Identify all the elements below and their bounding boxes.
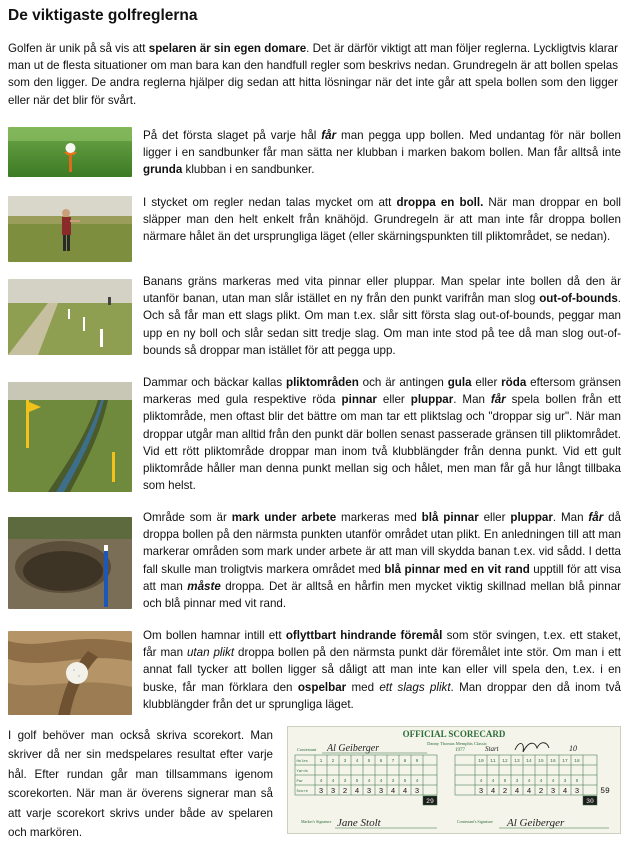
section-obstruction: Om bollen hamnar intill ett oflyttbart hindrande föremål som stör svingen, t.ex. ett staket, får man utan plikt droppa bollen på den närmsta punkt där föremålet inte stör. Om man i ett annat fall tycker att bollen ligger så dåligt att man inte kan eller vill spela den, t.ex. i en buske, får man förklara den ospelbar med ett slags plikt. Man droppar den då inom två klubblängder från det ur sprungliga läget. bbox=[8, 627, 622, 715]
half-total: 29 bbox=[426, 798, 434, 805]
row-label: Yards bbox=[296, 770, 308, 774]
par-value: 4 bbox=[319, 779, 323, 784]
par-value: 5 bbox=[403, 779, 407, 784]
hole-score: 4 bbox=[490, 788, 496, 796]
half-total: 30 bbox=[586, 798, 594, 805]
section-penalty-areas: Dammar och bäckar kallas pliktområden och är antingen gula eller röda eftersom gränsen markeras med gula respektive röda pinnar eller pluppar. Man får spela bollen från ett pliktområde, men oftast blir det bättre om man tar ett pliktslag och "droppar sig ur". När man droppar utgår man alltid från den punkt där bollen senast passerade gränsen till pliktområdet. Vid ett rött pliktområde droppar man inom två klubblängder från denna punkt. Vid ett gult pliktområde håller man denna punkt mellan sig och hålet, men man får gå hur långt tillbaka som helst. bbox=[8, 374, 622, 498]
par-value: 4 bbox=[527, 779, 531, 784]
round-label: 10 bbox=[569, 744, 577, 753]
section-ground-under-repair: Område som är mark under arbete markeras med blå pinnar eller pluppar. Man får då droppa bollen på den närmsta punkten utanför området utan plikt. En anledningen till att man markerar områden som mark under arbete är att man vill skydda banan t.ex. vid sådd. I detta fall skulle man troligtvis markera området med blå pinnar med en vit rand upptill för att visa att man måste droppa. Det är alltså en hårfin men mycket viktig skillnad mellan blå pinnar och blå pinnar med vit rand. bbox=[8, 509, 622, 613]
start-label: Start bbox=[485, 745, 499, 753]
hole-number: 7 bbox=[391, 759, 395, 764]
contestant-name: Al Geiberger bbox=[327, 743, 380, 754]
intro-paragraph: Golfen är unik på så vis att spelaren är sin egen domare. Det är därför viktigt att man följer reglerna. Lyckligtvis klarar man ut de flesta situationer om man bara kan den handfull regler som beskrivs nedan. Grundregeln är att bollen spelas som den ligger. De andra reglerna hjälper dig sedan att hitta lösningar när det inte går att spela bollen som den ligger eller när det blir för svårt. bbox=[8, 42, 618, 107]
hole-number: 14 bbox=[526, 759, 532, 764]
par-value: 4 bbox=[491, 779, 495, 784]
hole-score: 4 bbox=[562, 788, 568, 796]
hole-number: 8 bbox=[403, 759, 407, 764]
hole-score: 4 bbox=[354, 788, 360, 796]
scorecard-image bbox=[287, 726, 621, 834]
par-value: 4 bbox=[479, 779, 483, 784]
tee-photo bbox=[8, 127, 132, 177]
marker-signature-label: Marker's Signature bbox=[301, 819, 332, 824]
out-of-bounds-photo bbox=[8, 279, 132, 355]
contestant-label: Contestant bbox=[297, 747, 317, 752]
par-value: 3 bbox=[343, 779, 347, 784]
hole-number: 10 bbox=[478, 759, 484, 764]
row-label: Holes bbox=[296, 760, 308, 764]
hole-number: 15 bbox=[538, 759, 544, 764]
hole-score: 3 bbox=[478, 788, 484, 796]
hole-score: 4 bbox=[402, 788, 408, 796]
hole-number: 2 bbox=[331, 759, 335, 764]
hole-score: 3 bbox=[550, 788, 556, 796]
hole-number: 11 bbox=[490, 759, 496, 764]
par-value: 4 bbox=[539, 779, 543, 784]
hole-number: 4 bbox=[355, 759, 359, 764]
hole-number: 17 bbox=[562, 759, 568, 764]
hole-number: 12 bbox=[502, 759, 508, 764]
par-value: 5 bbox=[355, 779, 359, 784]
hole-score: 3 bbox=[366, 788, 372, 796]
drop-photo bbox=[8, 196, 132, 262]
hole-score: 3 bbox=[318, 788, 324, 796]
hole-number: 1 bbox=[319, 759, 323, 764]
scorecard-year: 1977 bbox=[455, 748, 465, 753]
par-value: 5 bbox=[575, 779, 579, 784]
par-value: 4 bbox=[331, 779, 335, 784]
scorecard-paragraph: I golf behöver man också skriva scorekort. Man skriver då ner sin medspelares resultat efter varje hål. Efter rundan går man tillsammans igenom scorekorten. När man är överens signerar man så att varje scorekort skrivs under både av spelaren och markören. bbox=[8, 729, 273, 840]
par-value: 4 bbox=[415, 779, 419, 784]
par-value: 4 bbox=[379, 779, 383, 784]
hole-number: 3 bbox=[343, 759, 347, 764]
hole-number: 13 bbox=[514, 759, 520, 764]
hole-number: 6 bbox=[379, 759, 383, 764]
par-value: 3 bbox=[515, 779, 519, 784]
hole-score: 4 bbox=[390, 788, 396, 796]
marker-signature: Jane Stolt bbox=[337, 817, 381, 829]
scorecard-subtitle: Danny Thomas Memphis Classic bbox=[427, 741, 487, 746]
hole-score: 3 bbox=[330, 788, 336, 796]
hole-score: 4 bbox=[526, 788, 532, 796]
hole-score: 3 bbox=[414, 788, 420, 796]
contestant-signature-label: Contestant's Signature bbox=[457, 819, 493, 824]
row-label: Score bbox=[296, 790, 308, 794]
hole-score: 2 bbox=[538, 788, 544, 796]
par-value: 5 bbox=[503, 779, 507, 784]
hole-score: 3 bbox=[574, 788, 580, 796]
penalty-area-photo bbox=[8, 382, 132, 492]
contestant-signature: Al Geiberger bbox=[507, 817, 565, 829]
hole-number: 16 bbox=[550, 759, 556, 764]
hole-score: 3 bbox=[378, 788, 384, 796]
hole-score: 4 bbox=[514, 788, 520, 796]
hole-score: 2 bbox=[502, 788, 508, 796]
row-label: Par bbox=[296, 780, 304, 784]
unplayable-ball-photo bbox=[8, 631, 132, 715]
par-value: 4 bbox=[367, 779, 371, 784]
scorecard-title: OFFICIAL SCORECARD bbox=[402, 729, 506, 739]
par-value: 3 bbox=[563, 779, 567, 784]
page-title: De viktigaste golfreglerna bbox=[8, 7, 198, 24]
par-value: 4 bbox=[551, 779, 555, 784]
hole-score: 2 bbox=[342, 788, 348, 796]
hole-number: 5 bbox=[367, 759, 371, 764]
ground-under-repair-photo bbox=[8, 517, 132, 609]
section-tee: På det första slaget på varje hål får man pegga upp bollen. Med undantag för när bollen ligger i en sandbunker får man sätta ner klubban i marken bakom bollen. Man får alltså inte grunda klubban i en sandbunker. bbox=[8, 127, 622, 179]
grand-total: 59 bbox=[600, 787, 610, 796]
par-value: 3 bbox=[391, 779, 395, 784]
section-drop: I stycket om regler nedan talas mycket om att droppa en boll. När man droppar en boll släpper man den helt enkelt från knähöjd. Grundregeln är att man inte får droppa bollen närmare hålet än det ursprungliga läget (eller skärningspunkten till pliktområdet, se nedan). bbox=[8, 194, 622, 266]
section-out-of-bounds: Banans gräns markeras med vita pinnar eller pluppar. Man spelar inte bollen då den är utanför banan, utan man slår istället en ny från den punkt varifrån man slog out-of-bounds. Och så får man ett slags plikt. Om man t.ex. slår sitt första slag out-of-bounds, peggar man upp en ny boll och slår sedan sitt tredje slag. Om man inte stod på tee då man slog out-of-bounds så droppar man istället för att pegga upp. bbox=[8, 273, 622, 361]
hole-number: 18 bbox=[574, 759, 580, 764]
hole-number: 9 bbox=[415, 759, 419, 764]
